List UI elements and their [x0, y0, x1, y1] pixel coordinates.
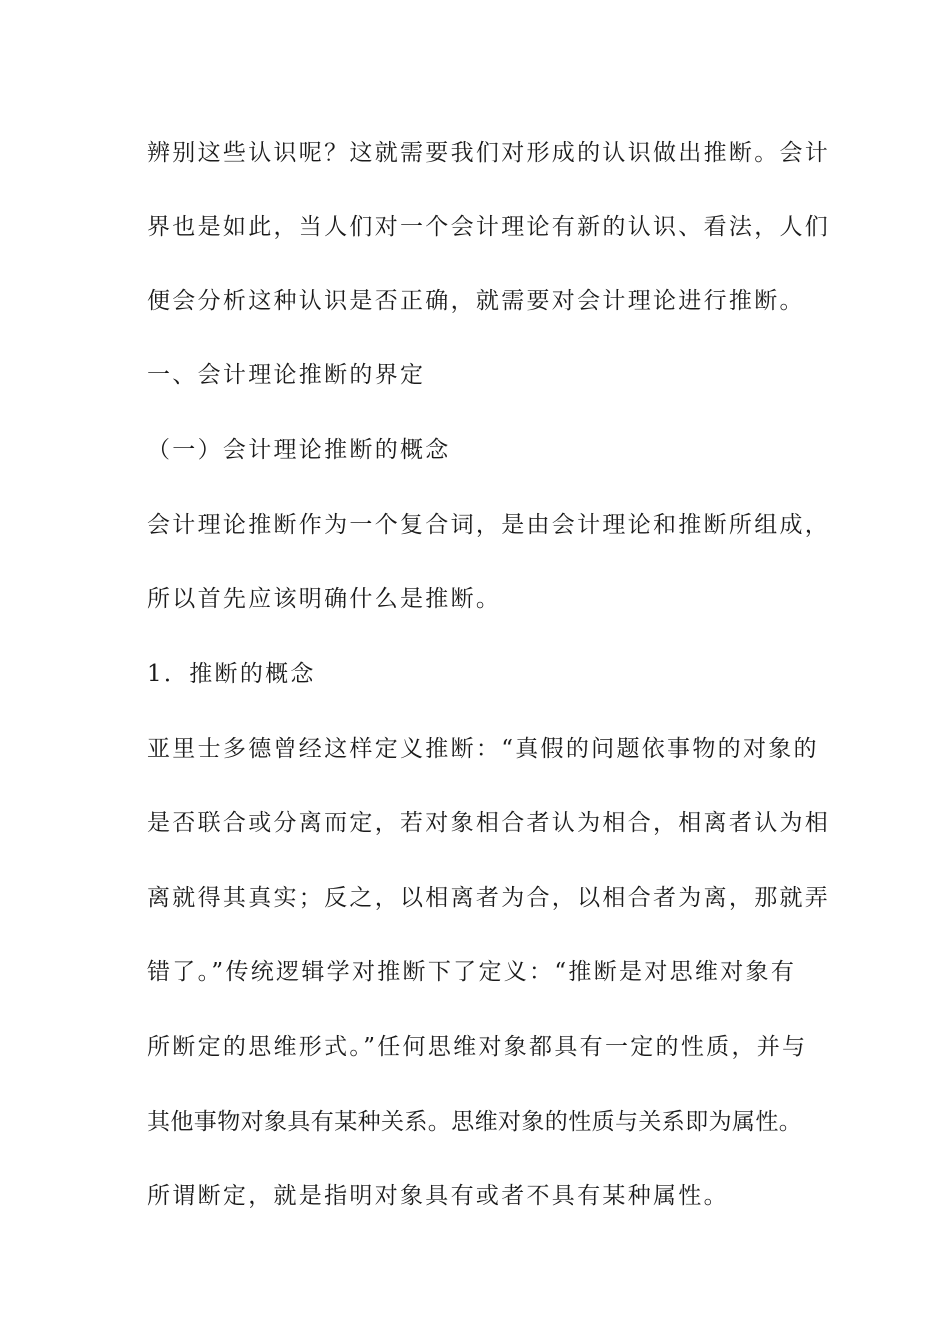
text-line-13: 所断定的思维形式。”任何思维对象都具有一定的性质，并与: [147, 1034, 808, 1060]
text-line-2: 界也是如此，当人们对一个会计理论有新的认识、看法，人们: [147, 214, 831, 240]
numbered-heading: 1．推断的概念: [147, 661, 316, 687]
text-line-12: 错了。”传统逻辑学对推断下了定义：“推断是对思维对象有: [147, 959, 797, 985]
subsection-heading: （一）会计理论推断的概念: [147, 437, 451, 463]
text-line-9: 亚里士多德曾经这样定义推断：“真假的问题依事物的对象的: [147, 736, 819, 762]
text-line-14: 其他事物对象具有某种关系。思维对象的性质与关系即为属性。: [147, 1109, 803, 1135]
text-line-3: 便会分析这种认识是否正确，就需要对会计理论进行推断。: [147, 288, 805, 314]
text-line-1: 辨别这些认识呢？这就需要我们对形成的认识做出推断。会计: [147, 140, 831, 166]
text-line-7: 所以首先应该明确什么是推断。: [147, 586, 502, 612]
text-line-10: 是否联合或分离而定，若对象相合者认为相合，相离者认为相: [147, 810, 831, 836]
text-line-15: 所谓断定，就是指明对象具有或者不具有某种属性。: [147, 1183, 729, 1209]
text-line-6: 会计理论推断作为一个复合词，是由会计理论和推断所组成，: [147, 512, 831, 538]
text-line-11: 离就得其真实；反之，以相离者为合，以相合者为离，那就弄: [147, 885, 831, 911]
section-heading: 一、会计理论推断的界定: [147, 362, 426, 388]
